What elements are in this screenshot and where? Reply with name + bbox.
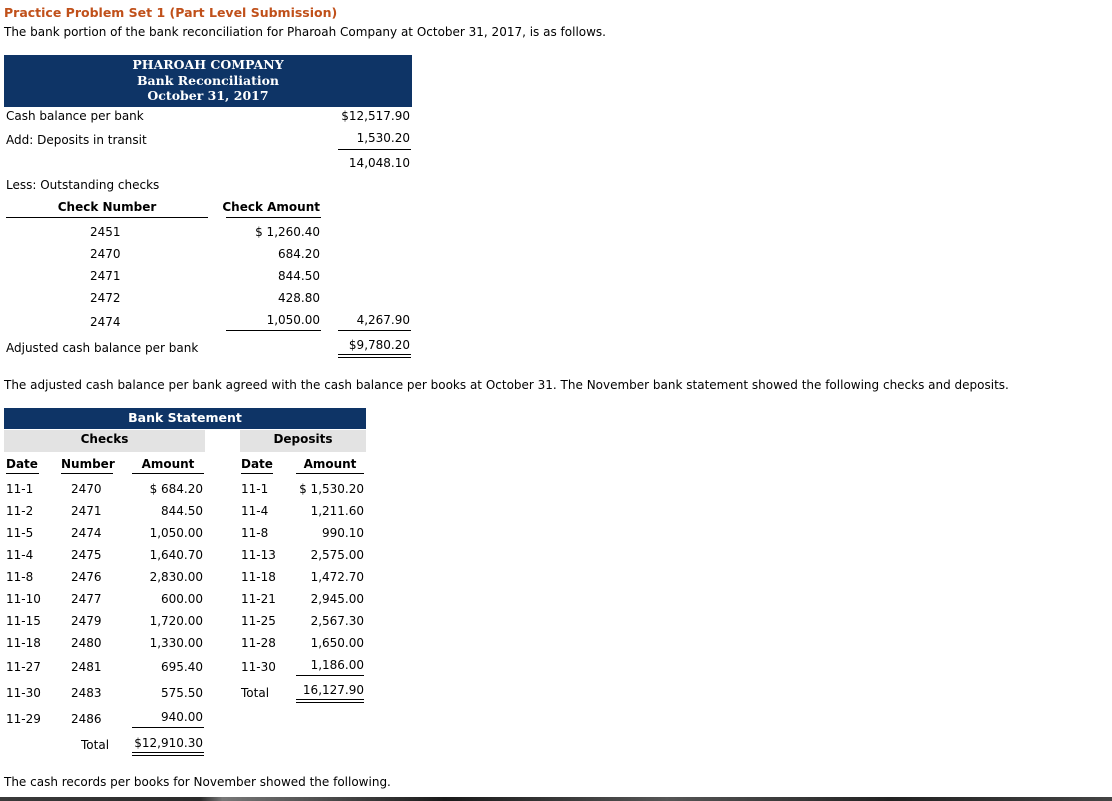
deposit-amount: 1,472.70 [310,570,364,584]
check-amount: $ 684.20 [149,482,203,496]
col-check-number: Check Number [57,200,157,214]
reconciliation-date: October 31, 2017 [147,88,269,103]
check-number: 2471 [71,504,102,518]
check-amount: 695.40 [161,660,203,674]
deposit-date: 11-1 [241,482,269,496]
check-date: 11-15 [6,614,41,628]
col-dep-date: Date [241,457,273,471]
rule [6,217,208,218]
cash-balance-value: $12,517.90 [341,109,410,123]
deposit-amount: 1,211.60 [310,504,364,518]
check-date: 11-30 [6,686,41,700]
check-amount: 1,640.70 [149,548,203,562]
deposit-date: 11-13 [241,548,276,562]
check-number: 2471 [90,269,121,283]
check-number: 2470 [71,482,102,496]
rule [226,330,321,331]
reconciliation-subtitle: Bank Reconciliation [136,72,280,88]
check-number: 2474 [90,315,121,329]
deposit-amount: 2,567.30 [310,614,364,628]
deposits-header: Deposits [240,430,366,452]
check-amount: 1,720.00 [149,614,203,628]
deposit-date: 11-25 [241,614,276,628]
deposit-amount: 990.10 [322,526,364,540]
check-number: 2472 [90,291,121,305]
check-date: 11-4 [6,548,34,562]
double-rule [296,699,364,703]
check-number: 2479 [71,614,102,628]
deposit-date: 11-8 [241,526,269,540]
check-amount: 1,050.00 [149,526,203,540]
check-amount: 2,830.00 [149,570,203,584]
deposit-date: 11-4 [241,504,269,518]
intro-text: The bank portion of the bank reconciliation for Pharoah Company at October 31, 2017, is as follows. [4,25,606,39]
check-number: 2451 [90,225,121,239]
footer-text: The cash records per books for November showed the following. [4,775,391,789]
less-label: Less: Outstanding checks [6,178,160,192]
check-date: 11-1 [6,482,34,496]
deposit-amount: 2,575.00 [310,548,364,562]
check-date: 11-10 [6,592,41,606]
check-amount: $ 1,260.40 [255,225,320,239]
deposit-amount: $ 1,530.20 [299,482,364,496]
double-rule [132,752,204,756]
rule [6,473,39,474]
problem-title: Practice Problem Set 1 (Part Level Submission) [4,5,338,20]
outstanding-total: 4,267.90 [356,313,410,327]
subtotal-value: 14,048.10 [348,156,410,170]
check-number: 2481 [71,660,102,674]
deposits-total: 16,127.90 [302,683,364,697]
cash-balance-label: Cash balance per bank [6,109,144,123]
check-date: 11-8 [6,570,34,584]
check-amount: 1,330.00 [149,636,203,650]
deposits-total-label: Total [241,686,270,700]
deposits-value: 1,530.20 [356,131,410,145]
rule [296,473,364,474]
deposit-date: 11-28 [241,636,276,650]
rule [226,217,321,218]
deposit-amount: 1,650.00 [310,636,364,650]
rule [338,330,411,331]
check-date: 11-18 [6,636,41,650]
check-number: 2480 [71,636,102,650]
check-number: 2475 [71,548,102,562]
col-date: Date [6,457,38,471]
rule [132,727,204,728]
rule [241,473,273,474]
check-number: 2470 [90,247,121,261]
check-amount: 844.50 [278,269,320,283]
check-amount: 844.50 [161,504,203,518]
check-amount: 684.20 [278,247,320,261]
company-name: PHAROAH COMPANY [132,57,284,72]
rule [338,149,411,150]
deposit-amount: 2,945.00 [310,592,364,606]
adjusted-label: Adjusted cash balance per bank [6,341,199,355]
check-date: 11-2 [6,504,34,518]
col-check-amount: Check Amount [222,200,320,214]
bottom-edge [0,797,1112,801]
check-amount: 1,050.00 [266,313,320,327]
check-number: 2474 [71,526,102,540]
check-amount: 428.80 [278,291,320,305]
rule [61,473,113,474]
col-amount: Amount [141,457,195,471]
checks-total-label: Total [81,738,110,752]
deposit-date: 11-30 [241,660,276,674]
check-number: 2476 [71,570,102,584]
adjusted-value: $9,780.20 [348,338,410,352]
col-number: Number [61,457,115,471]
double-rule [338,354,411,358]
check-amount: 575.50 [161,686,203,700]
rule [296,675,364,676]
checks-total: $12,910.30 [134,736,203,750]
check-number: 2486 [71,712,102,726]
reconciliation-header [4,55,412,107]
deposit-date: 11-21 [241,592,276,606]
check-amount: 600.00 [161,592,203,606]
col-dep-amount: Amount [303,457,357,471]
deposit-amount: 1,186.00 [310,658,364,672]
check-amount: 940.00 [161,710,203,724]
check-date: 11-5 [6,526,34,540]
bank-statement-header: Bank Statement [4,408,366,429]
check-date: 11-29 [6,712,41,726]
check-number: 2483 [71,686,102,700]
check-number: 2477 [71,592,102,606]
middle-text: The adjusted cash balance per bank agreed with the cash balance per books at October 31. The November bank statement showed the following checks and deposits. [4,378,1009,392]
deposit-date: 11-18 [241,570,276,584]
checks-header: Checks [4,430,205,452]
check-date: 11-27 [6,660,41,674]
rule [132,473,204,474]
deposits-label: Add: Deposits in transit [6,133,147,147]
